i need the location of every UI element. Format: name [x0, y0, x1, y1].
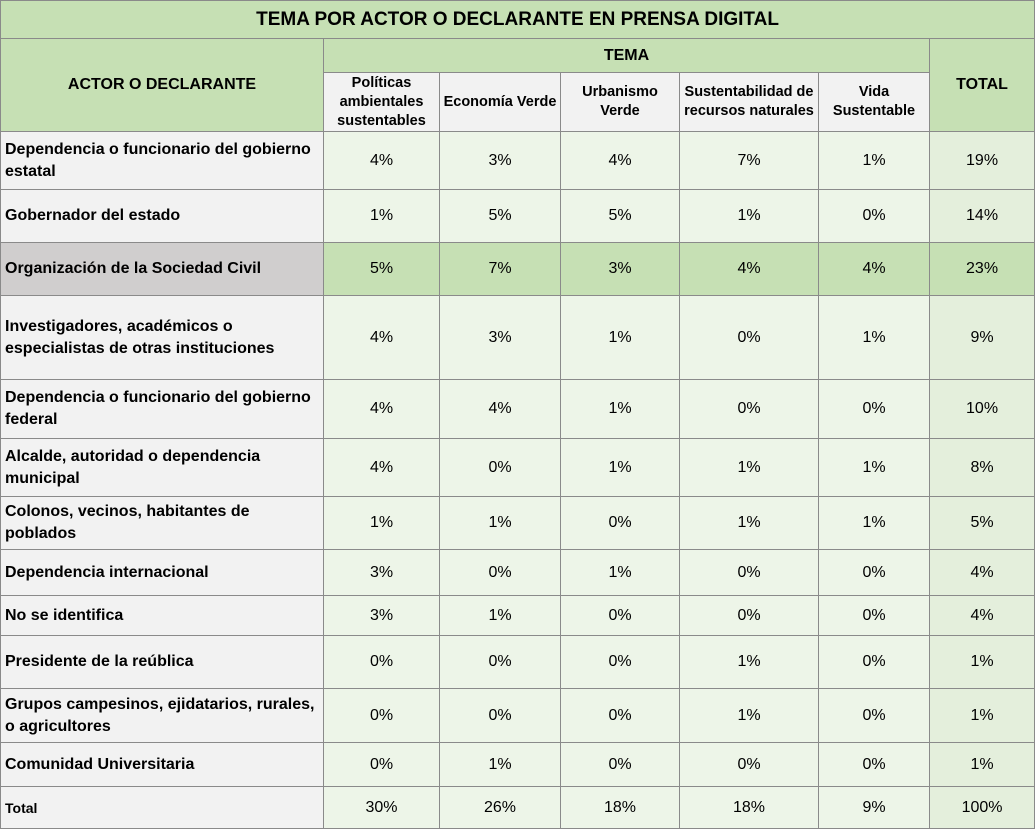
value-cell: 0% — [680, 296, 819, 380]
value-cell: 0% — [819, 190, 930, 243]
value-cell: 4% — [680, 243, 819, 296]
table-row — [1, 190, 1035, 243]
value-cell: 3% — [324, 550, 440, 596]
value-cell: 0% — [324, 689, 440, 743]
row-total-cell: 10% — [930, 380, 1035, 439]
value-cell: 4% — [819, 243, 930, 296]
value-cell: 0% — [324, 743, 440, 787]
table-row — [1, 439, 1035, 497]
value-cell: 7% — [440, 243, 561, 296]
value-cell: 1% — [819, 296, 930, 380]
table-row — [1, 380, 1035, 439]
column-total-cell: 18% — [561, 787, 680, 829]
table-row — [1, 243, 1035, 296]
value-cell: 1% — [680, 636, 819, 689]
actor-column-header: ACTOR O DECLARANTE — [1, 39, 324, 132]
value-cell: 1% — [324, 190, 440, 243]
row-total-cell: 4% — [930, 596, 1035, 636]
value-cell: 1% — [440, 497, 561, 550]
row-total-cell: 23% — [930, 243, 1035, 296]
value-cell: 0% — [819, 596, 930, 636]
value-cell: 0% — [440, 439, 561, 497]
actor-label: Colonos, vecinos, habitantes de poblados — [1, 497, 324, 550]
value-cell: 0% — [440, 689, 561, 743]
value-cell: 3% — [324, 596, 440, 636]
row-total-cell: 1% — [930, 636, 1035, 689]
table-row — [1, 550, 1035, 596]
value-cell: 0% — [440, 636, 561, 689]
table-row — [1, 132, 1035, 190]
value-cell: 1% — [819, 132, 930, 190]
value-cell: 0% — [819, 689, 930, 743]
value-cell: 4% — [324, 380, 440, 439]
value-cell: 4% — [324, 132, 440, 190]
value-cell: 3% — [440, 132, 561, 190]
table-row — [1, 497, 1035, 550]
column-header-vida: Vida Sustentable — [819, 73, 930, 132]
actor-label: Dependencia o funcionario del gobierno federal — [1, 380, 324, 439]
value-cell: 0% — [440, 550, 561, 596]
row-total-cell: 4% — [930, 550, 1035, 596]
row-total-cell: 1% — [930, 743, 1035, 787]
table-row — [1, 296, 1035, 380]
actor-label: Investigadores, académicos o especialistas de otras instituciones — [1, 296, 324, 380]
value-cell: 0% — [819, 636, 930, 689]
value-cell: 1% — [561, 380, 680, 439]
table-row — [1, 689, 1035, 743]
value-cell: 7% — [680, 132, 819, 190]
row-total-cell: 9% — [930, 296, 1035, 380]
value-cell: 0% — [819, 380, 930, 439]
actor-label: Organización de la Sociedad Civil — [1, 243, 324, 296]
value-cell: 1% — [324, 497, 440, 550]
actor-label: Presidente de la reública — [1, 636, 324, 689]
value-cell: 0% — [680, 743, 819, 787]
actor-label: Dependencia internacional — [1, 550, 324, 596]
column-header-sustentabilidad: Sustentabilidad de recursos naturales — [680, 73, 819, 132]
value-cell: 1% — [561, 550, 680, 596]
value-cell: 0% — [561, 596, 680, 636]
value-cell: 0% — [680, 380, 819, 439]
value-cell: 1% — [680, 190, 819, 243]
value-cell: 3% — [440, 296, 561, 380]
column-header-politicas: Políticas ambientales sustentables — [324, 73, 440, 132]
value-cell: 5% — [561, 190, 680, 243]
value-cell: 1% — [440, 596, 561, 636]
row-total-cell: 5% — [930, 497, 1035, 550]
value-cell: 0% — [819, 550, 930, 596]
value-cell: 0% — [324, 636, 440, 689]
value-cell: 4% — [324, 439, 440, 497]
row-total-cell: 1% — [930, 689, 1035, 743]
table-title: TEMA POR ACTOR O DECLARANTE EN PRENSA DIGITAL — [1, 1, 1035, 39]
value-cell: 0% — [561, 497, 680, 550]
row-total-cell: 8% — [930, 439, 1035, 497]
actor-label: Dependencia o funcionario del gobierno estatal — [1, 132, 324, 190]
value-cell: 0% — [561, 743, 680, 787]
column-total-cell: 30% — [324, 787, 440, 829]
actor-label: No se identifica — [1, 596, 324, 636]
value-cell: 1% — [561, 439, 680, 497]
value-cell: 0% — [561, 636, 680, 689]
value-cell: 0% — [561, 689, 680, 743]
column-total-cell: 18% — [680, 787, 819, 829]
value-cell: 5% — [440, 190, 561, 243]
value-cell: 1% — [680, 497, 819, 550]
table-row — [1, 743, 1035, 787]
value-cell: 4% — [324, 296, 440, 380]
value-cell: 5% — [324, 243, 440, 296]
column-header-economia: Economía Verde — [440, 73, 561, 132]
value-cell: 0% — [819, 743, 930, 787]
value-cell: 1% — [561, 296, 680, 380]
totals-row — [1, 787, 1035, 829]
totals-label: Total — [1, 787, 324, 829]
row-total-cell: 19% — [930, 132, 1035, 190]
actor-label: Comunidad Universitaria — [1, 743, 324, 787]
value-cell: 4% — [561, 132, 680, 190]
value-cell: 1% — [819, 497, 930, 550]
table-row — [1, 636, 1035, 689]
table-row — [1, 596, 1035, 636]
value-cell: 4% — [440, 380, 561, 439]
value-cell: 0% — [680, 596, 819, 636]
column-total-cell: 9% — [819, 787, 930, 829]
column-total-cell: 26% — [440, 787, 561, 829]
total-column-header: TOTAL — [930, 39, 1035, 132]
tema-column-group-header: TEMA — [324, 39, 930, 73]
actor-label: Grupos campesinos, ejidatarios, rurales, o agricultores — [1, 689, 324, 743]
grand-total-cell: 100% — [930, 787, 1035, 829]
value-cell: 3% — [561, 243, 680, 296]
actor-label: Alcalde, autoridad o dependencia municipal — [1, 439, 324, 497]
value-cell: 1% — [680, 689, 819, 743]
column-header-urbanismo: Urbanismo Verde — [561, 73, 680, 132]
value-cell: 1% — [440, 743, 561, 787]
value-cell: 0% — [680, 550, 819, 596]
row-total-cell: 14% — [930, 190, 1035, 243]
actor-label: Gobernador del estado — [1, 190, 324, 243]
value-cell: 1% — [680, 439, 819, 497]
value-cell: 1% — [819, 439, 930, 497]
